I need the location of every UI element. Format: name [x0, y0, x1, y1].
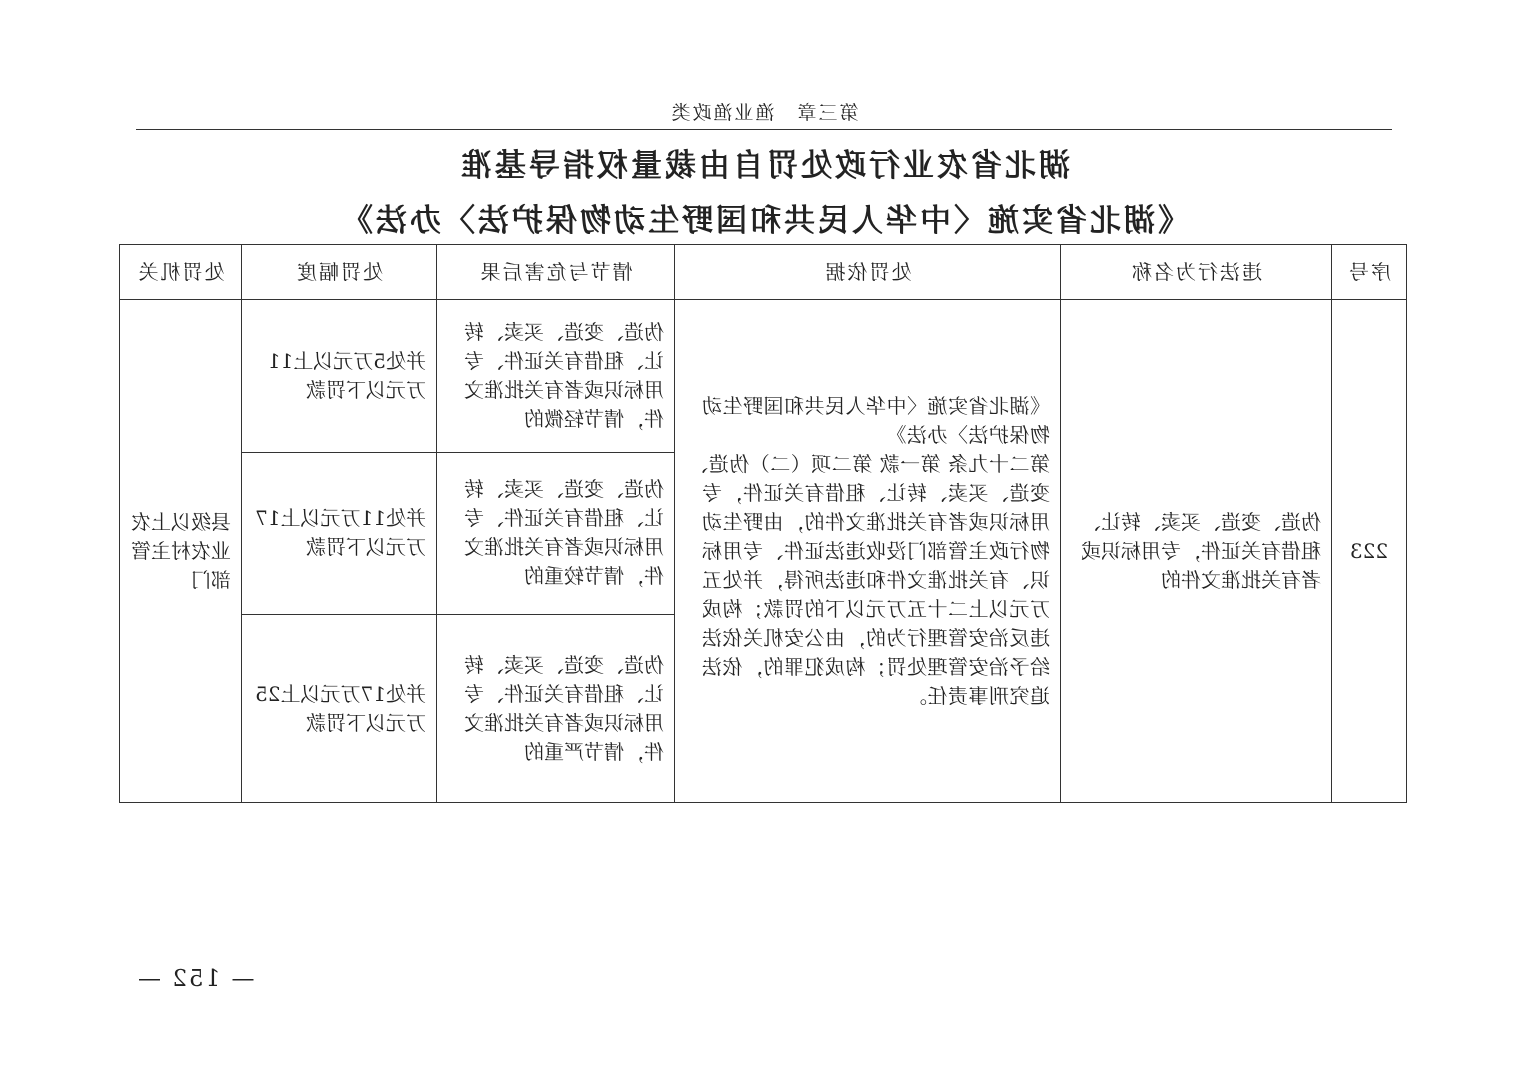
penalty-moderate: 并处11万元以上17万元以下罚款	[242, 452, 437, 615]
circumstance-moderate: 伪造、变造、买卖、转让、租借有关证件、专用标识或者有关批准文件，情节较重的	[437, 452, 675, 615]
col-header-authority: 处罚机关	[120, 245, 242, 300]
document-title: 湖北省农业行政处罚自由裁量权指导基准	[458, 148, 1070, 184]
page-number: — 152 —	[136, 966, 255, 992]
entry-number: 223	[1332, 300, 1407, 803]
col-header-violation: 违法行为名称	[1061, 245, 1332, 300]
circumstance-minor: 伪造、变造、买卖、转让、租借有关证件、专用标识或者有关批准文件，情节轻微的	[437, 300, 675, 453]
circumstance-severe: 伪造、变造、买卖、转让、租借有关证件、专用标识或者有关批准文件，情节严重的	[437, 615, 675, 803]
running-header: 第三章 渔业渔政类	[669, 102, 859, 124]
penalty-table	[119, 244, 1407, 803]
legal-basis	[675, 300, 1061, 803]
legal-basis-text: 第二十九条 第一款 第二项（二）伪造、变造、买卖、转让、租借有关证件，专用标识或者有关批准文件的，由野生动物行政主管部门没收违法证件、专用标识、有关批准文件和违法所得，并处五万元以上二十五万元以下的罚款；构成违反治安管理行为的，由公安机关依法给予治安管理处罚；构成犯罪的，依法追究刑事责任。	[687, 451, 1050, 708]
violation-name: 伪造、变造、买卖、转让、租借有关证件，专用标识或者有关批准文件的	[1061, 300, 1332, 803]
document-subtitle: 《湖北省实施〈中华人民共和国野生动物保护法〉办法》	[339, 203, 1189, 239]
col-header-circumstance: 情节与危害后果	[437, 245, 675, 300]
penalty-minor: 并处5万元以上11万元以下罚款	[242, 300, 437, 453]
table-header-row	[120, 245, 1407, 300]
header-divider	[136, 129, 1392, 130]
col-header-penalty: 处罚幅度	[242, 245, 437, 300]
col-header-basis: 处罚依据	[675, 245, 1061, 300]
legal-basis-title: 《湖北省实施〈中华人民共和国野生动物保护法〉办法》	[701, 393, 1050, 447]
penalty-authority: 县级以上农业农村主管部门	[120, 300, 242, 803]
table-row	[120, 300, 1407, 453]
penalty-severe: 并处17万元以上25万元以下罚款	[242, 615, 437, 803]
col-header-number: 序号	[1332, 245, 1407, 300]
